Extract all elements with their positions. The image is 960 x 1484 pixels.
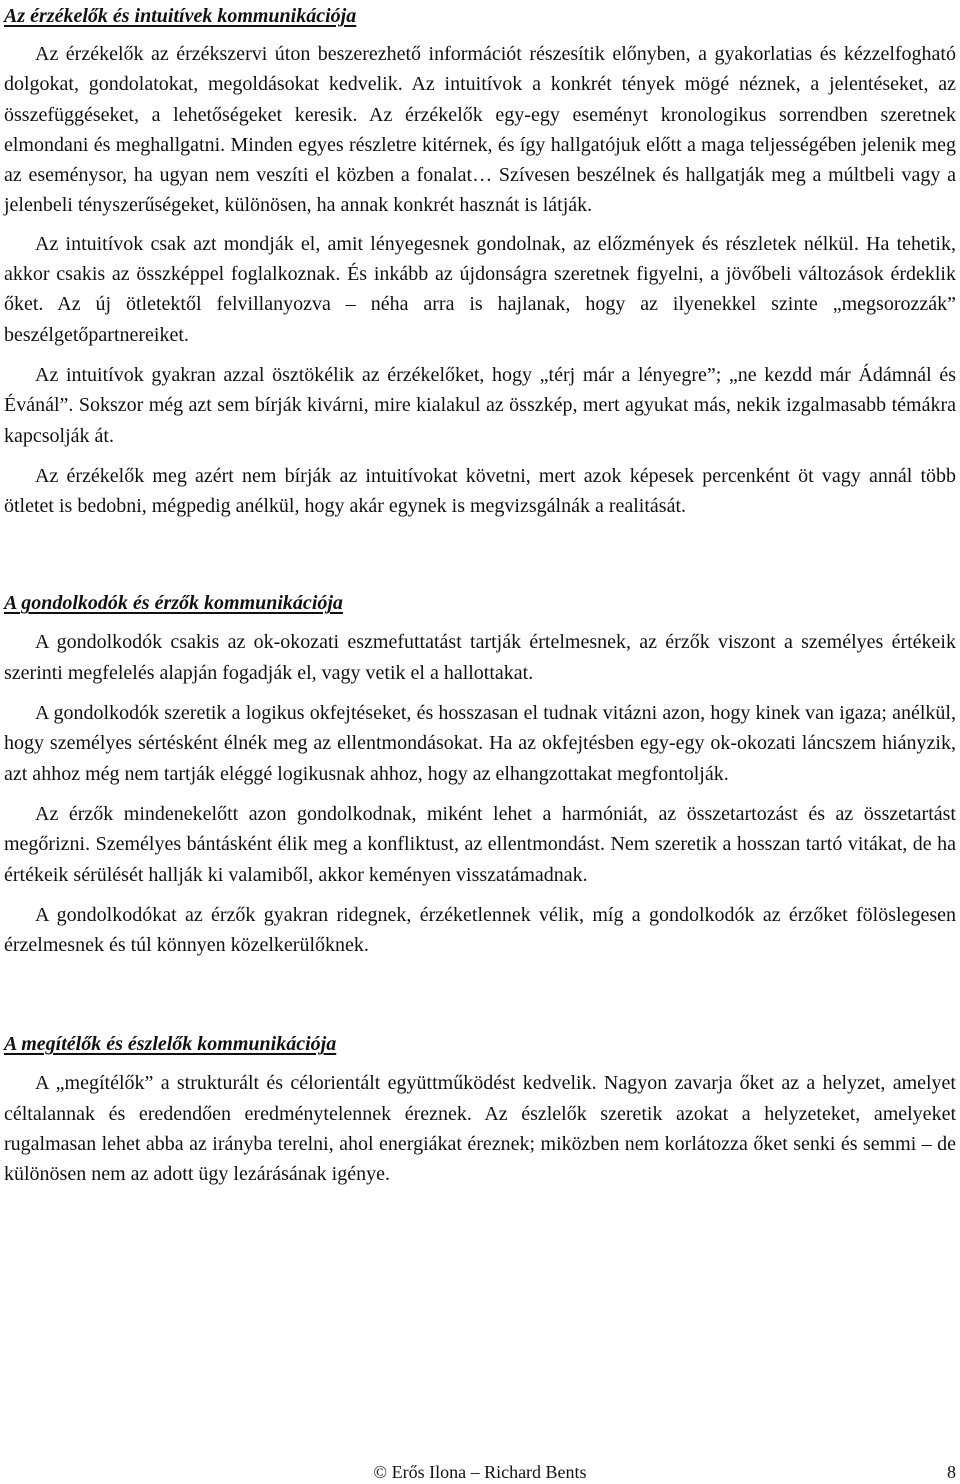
section-heading: A gondolkodók és érzők kommunikációja bbox=[4, 592, 343, 615]
section-thinking-feeling bbox=[4, 588, 956, 960]
page-number: 8 bbox=[947, 1462, 956, 1482]
paragraph: Az érzékelők meg azért nem bírják az intuitívokat követni, mert azok képesek percenként öt vagy annál több ötletet is bedobni, mégpedig anélkül, hogy akár egynek is megvizsgálnák a realitását. bbox=[4, 464, 956, 518]
paragraph: Az intuitívok gyakran azzal ösztökélik az érzékelőket, hogy „térj már a lényegre”; „ne kezdd már Ádámnál és Évánál”. Sokszor még azt sem bírják kivárni, mire kialakul az összkép, mert agyukat más, nekik izgalmasabb témákra kapcsolják át. bbox=[4, 363, 956, 447]
paragraph: A gondolkodókat az érzők gyakran ridegnek, érzéketlennek vélik, míg a gondolkodók az érzőket fölöslegesen érzelmesnek és túl könnyen közelkerülőknek. bbox=[4, 903, 956, 957]
paragraph: Az intuitívok csak azt mondják el, amit lényegesnek gondolnak, az előzmények és részletek nélkül. Ha tehetik, akkor csakis az összképpel foglalkoznak. És inkább az újdonságra szeretnek figyelni, a jövőbeli változások érdeklik őket. Az új ötletektől felvillanyozva – néha arra is hajlanak, hogy az ilyenekkel szinte „megsorozzák” beszélgetőpartnereiket. bbox=[4, 232, 956, 346]
section-sensing-intuition bbox=[4, 1, 956, 521]
paragraph: A gondolkodók csakis az ok-okozati eszmefuttatást tartják értelmesnek, az érzők viszont a személyes értékeik szerinti megfelelés alapján fogadják el, vagy vetik el a hallottakat. bbox=[4, 631, 956, 684]
section-heading: A megítélők és észlelők kommunikációja bbox=[4, 1033, 337, 1056]
document-content bbox=[4, 0, 956, 1190]
page-footer bbox=[0, 1462, 960, 1484]
section-heading: Az érzékelők és intuitívek kommunikációja bbox=[4, 5, 357, 27]
footer-copyright: © Erős Ilona – Richard Bents bbox=[373, 1462, 587, 1482]
paragraph: Az érzők mindenekelőtt azon gondolkodnak, miként lehet a harmóniát, az összetartozást és az összetartást megőrizni. Személyes bántásként élik meg a konfliktust, az ellentmondást. Nem szeretik a hosszan tartó vitákat, de ha értékeik sérülését hallják ki valamiből, akkor keményen visszatámadnak. bbox=[4, 802, 956, 886]
paragraph: A gondolkodók szeretik a logikus okfejtéseket, és hosszasan el tudnak vitázni azon, hogy kinek van igaza; anélkül, hogy személyes sértésként élnék meg az ellentmondásokat. Ha az okfejtésben egy-egy ok-okozati láncszem hiányzik, azt ahhoz még nem tartják eléggé logikusnak ahhoz, hogy az elhangzottakat megfontolják. bbox=[4, 702, 956, 785]
paragraph: Az érzékelők az érzékszervi úton beszerezhető információt részesítik előnyben, a gyakorlatias és kézzelfogható dolgokat, gondolatokat, megoldásokat kedvelik. Az intuitívok a konkrét tények mögé néznek, a jelentéseket, az összefüggéseket, a lehetőségeket keresik. Az érzékelők egy-egy eseményt kronologikus sorrendben szeretnek elmondani és meghallgatni. Minden egyes részletre kitérnek, és így hallgatójuk előtt a maga teljességében jelenik meg az eseménysor, ha ugyan nem veszíti el közben a fonalat… Szívesen beszélnek és hallgatják meg a múltbeli vagy a jelenbeli tényszerűségeket, különösen, ha annak konkrét hasznát is látják. bbox=[4, 43, 956, 217]
section-judging-perceiving bbox=[4, 1029, 956, 1189]
paragraph: A „megítélők” a strukturált és célorientált együttműködést kedvelik. Nagyon zavarja őket az a helyzet, amelyet céltalannak és eredendően eredménytelennek éreznek. Az észlelők szeretik azokat a helyzeteket, amelyeket rugalmasan lehet abba az irányba terelni, ahol energiákat éreznek; miközben nem korlátozza őket senki és semmi – de különösen nem az adott ügy lezárásának igénye. bbox=[4, 1072, 956, 1186]
